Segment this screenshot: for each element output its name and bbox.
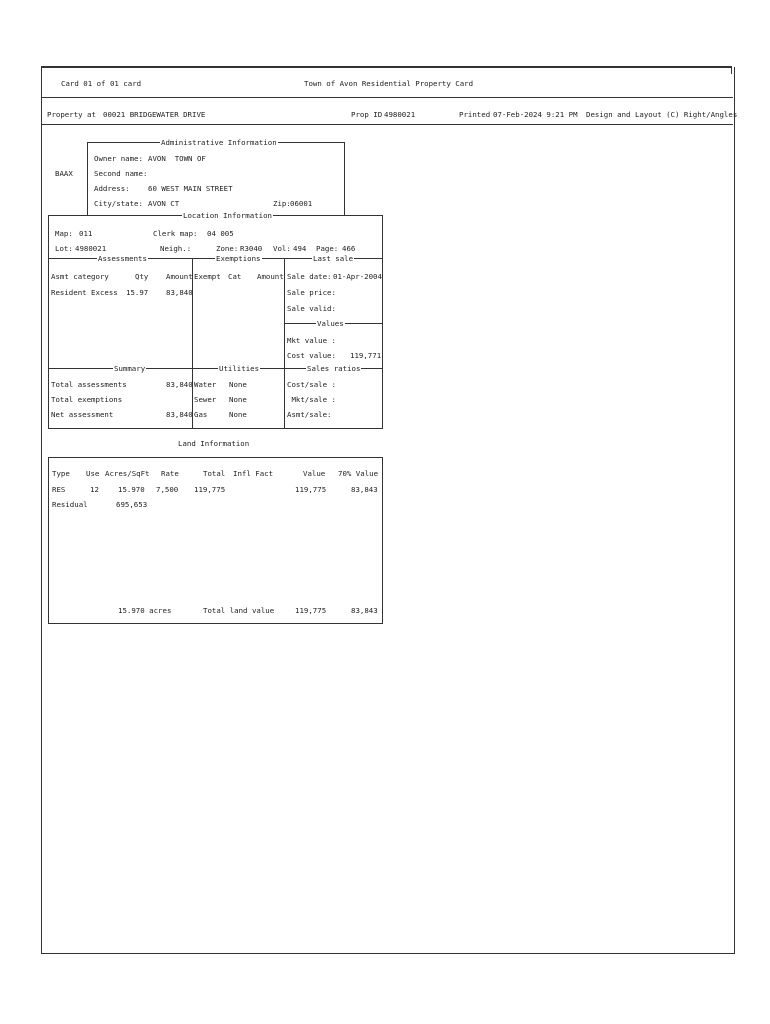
land-row-70-value: 83,843 xyxy=(351,485,378,494)
sales-ratios-title: Sales ratios xyxy=(307,364,361,373)
summary-net-assessment-label: Net assessment xyxy=(51,410,114,419)
sale-price-label: Sale price: xyxy=(287,288,336,297)
ratio-mkt-sale: Mkt/sale : xyxy=(287,395,336,404)
land-header-rate: Rate xyxy=(161,469,179,478)
page-label: Page: xyxy=(316,244,339,253)
land-row-value: 119,775 xyxy=(295,485,327,494)
utility-water-value: None xyxy=(229,380,247,389)
land-header-70-value: 70% Value xyxy=(338,469,379,478)
land-row-type: RES xyxy=(52,485,66,494)
land-row-use: 12 xyxy=(90,485,99,494)
land-header-value: Value xyxy=(303,469,326,478)
land-row-total: 119,775 xyxy=(194,485,226,494)
summary-title: Summary xyxy=(114,364,146,373)
owner-name: AVON TOWN OF xyxy=(148,154,206,163)
land-total-70-value: 83,843 xyxy=(351,606,378,615)
map-value: 011 xyxy=(79,229,93,238)
utility-gas-label: Gas xyxy=(194,410,208,419)
land-total-label: Total land value xyxy=(203,606,275,615)
exempt-header-exempt: Exempt xyxy=(194,272,221,281)
vol-label: Vol: xyxy=(273,244,291,253)
prop-id: 4980021 xyxy=(384,110,416,119)
zip-value: 06001 xyxy=(290,199,313,208)
land-total-acres: 15.970 acres xyxy=(118,606,172,615)
owner-label: Owner name: xyxy=(94,154,143,163)
utility-gas-value: None xyxy=(229,410,247,419)
land-header-use: Use xyxy=(86,469,100,478)
sale-date: 01-Apr-2004 xyxy=(333,272,382,281)
mkt-value-label: Mkt value : xyxy=(287,336,336,345)
address-value: 60 WEST MAIN STREET xyxy=(148,184,233,193)
summary-total-assessments: 83,840 xyxy=(166,380,193,389)
neigh-label: Neigh.: xyxy=(160,244,192,253)
second-name-label: Second name: xyxy=(94,169,148,178)
header-divider-2 xyxy=(41,124,733,125)
land-total-value: 119,775 xyxy=(295,606,327,615)
card-top-border xyxy=(41,66,731,68)
col-divider-1 xyxy=(192,258,193,428)
printed-date: 07-Feb-2024 9:21 PM xyxy=(493,110,578,119)
vol-value: 494 xyxy=(293,244,307,253)
sale-date-label: Sale date: xyxy=(287,272,332,281)
land-row-acres: 15.970 xyxy=(118,485,145,494)
card-title: Town of Avon Residential Property Card xyxy=(304,79,474,88)
utility-sewer-value: None xyxy=(229,395,247,404)
utilities-title: Utilities xyxy=(219,364,260,373)
asmt-row-amount: 83,840 xyxy=(166,288,193,297)
asmt-header-category: Asmt category xyxy=(51,272,109,281)
prop-id-label: Prop ID xyxy=(351,110,383,119)
city-label: City/state: xyxy=(94,199,143,208)
cost-value-label: Cost value: xyxy=(287,351,336,360)
land-row-rate: 7,500 xyxy=(156,485,179,494)
utility-sewer-label: Sewer xyxy=(194,395,217,404)
residual-value: 695,653 xyxy=(116,500,148,509)
zip-label: Zip: xyxy=(273,199,291,208)
ratio-asmt-sale: Asmt/sale: xyxy=(287,410,332,419)
zone-label: Zone: xyxy=(216,244,239,253)
assessments-title: Assessments xyxy=(98,254,147,263)
lot-value: 4980021 xyxy=(75,244,107,253)
land-header-total: Total xyxy=(203,469,226,478)
lot-label: Lot: xyxy=(55,244,73,253)
residual-label: Residual xyxy=(52,500,88,509)
printed-label: Printed xyxy=(459,110,491,119)
exempt-header-cat: Cat xyxy=(228,272,242,281)
cost-value: 119,771 xyxy=(350,351,382,360)
header-divider-1 xyxy=(41,97,733,98)
last-sale-title: Last sale xyxy=(313,254,354,263)
exempt-header-amount: Amount xyxy=(257,272,284,281)
page-value: 466 xyxy=(342,244,356,253)
ratio-cost-sale: Cost/sale : xyxy=(287,380,336,389)
property-at-label: Property at xyxy=(47,110,96,119)
clerk-value: 04 005 xyxy=(207,229,234,238)
summary-total-assessments-label: Total assessments xyxy=(51,380,127,389)
land-box xyxy=(48,457,383,624)
asmt-header-qty: Qty xyxy=(135,272,149,281)
admin-title: Administrative Information xyxy=(161,138,277,147)
land-title: Land Information xyxy=(178,439,250,448)
city-value: AVON CT xyxy=(148,199,180,208)
land-header-type: Type xyxy=(52,469,70,478)
card-number: Card 01 of 01 card xyxy=(61,79,142,88)
address-label: Address: xyxy=(94,184,130,193)
credit-text: Design and Layout (C) Right/Angles xyxy=(586,110,738,119)
land-header-infl: Infl Fact xyxy=(233,469,274,478)
land-header-acres: Acres/SqFt xyxy=(105,469,150,478)
exemptions-title: Exemptions xyxy=(216,254,261,263)
col-divider-2 xyxy=(284,258,285,428)
summary-total-exemptions-label: Total exemptions xyxy=(51,395,123,404)
admin-code: BAAX xyxy=(55,169,73,178)
property-address: 00021 BRIDGEWATER DRIVE xyxy=(103,110,206,119)
location-title: Location Information xyxy=(183,211,272,220)
asmt-row-category: Resident Excess xyxy=(51,288,118,297)
values-title: Values xyxy=(317,319,344,328)
zone-value: R3040 xyxy=(240,244,263,253)
sale-valid-label: Sale valid: xyxy=(287,304,336,313)
summary-net-assessment: 83,840 xyxy=(166,410,193,419)
utility-water-label: Water xyxy=(194,380,217,389)
card-top-tick xyxy=(731,66,732,74)
asmt-row-qty: 15.97 xyxy=(126,288,149,297)
asmt-header-amount: Amount xyxy=(166,272,193,281)
clerk-label: Clerk map: xyxy=(153,229,198,238)
map-label: Map: xyxy=(55,229,73,238)
